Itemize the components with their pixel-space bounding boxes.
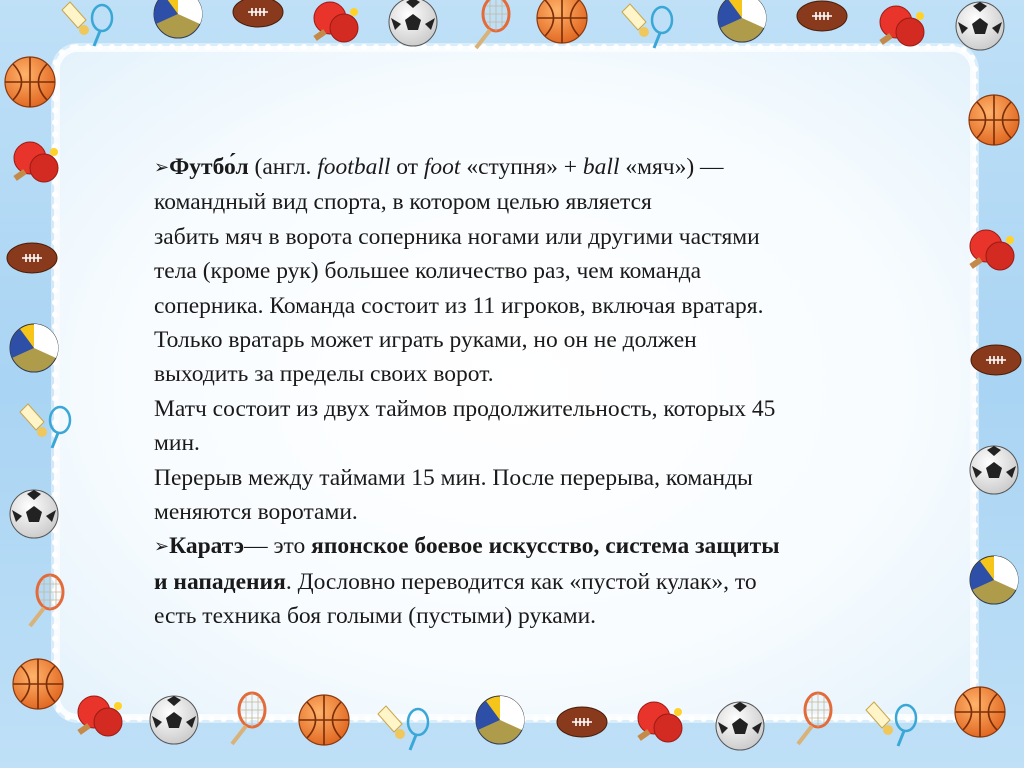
ball-translation: «мяч») — bbox=[619, 154, 724, 180]
foot-translation: «ступня» + bbox=[460, 154, 583, 180]
paragraph-karate-line1 bbox=[154, 529, 934, 564]
karate-term: Каратэ bbox=[169, 533, 245, 560]
paragraph-karate-line2 bbox=[154, 565, 934, 599]
text-line: есть техника боя голыми (пустыми) руками. bbox=[154, 603, 597, 630]
football-term: Футбо́л bbox=[169, 154, 249, 180]
karate-dash: — это bbox=[244, 533, 312, 560]
football-lang: (англ. bbox=[248, 154, 318, 180]
karate-translation: . Дословно переводится как «пустой кулак», то bbox=[285, 568, 757, 595]
text-line: командный вид спорта, в котором целью является bbox=[154, 189, 652, 216]
karate-definition-end: и нападения bbox=[154, 568, 286, 595]
bullet-arrow-icon: ➢ bbox=[154, 536, 170, 558]
from-word: от bbox=[390, 154, 424, 180]
text-line: соперника. Команда состоит из 11 игроков, включая вратаря. bbox=[154, 292, 764, 319]
text-line: выходить за пределы своих ворот. bbox=[154, 361, 494, 388]
football-word: football bbox=[317, 154, 391, 180]
slide-text bbox=[154, 150, 934, 634]
text-line: мин. bbox=[154, 430, 200, 457]
text-line: тела (кроме рук) большее количество раз, чем команда bbox=[154, 258, 702, 285]
paragraph-football-line1 bbox=[154, 150, 934, 185]
ball-word: ball bbox=[582, 154, 620, 180]
bullet-arrow-icon: ➢ bbox=[154, 157, 170, 178]
karate-definition: японское боевое искусство, система защиты bbox=[311, 533, 780, 560]
text-line: Перерыв между таймами 15 мин. После перерыва, команды bbox=[154, 464, 753, 491]
text-line: Матч состоит из двух таймов продолжительность, которых 45 bbox=[154, 395, 776, 422]
text-line: забить мяч в ворота соперника ногами или другими частями bbox=[154, 223, 760, 250]
text-line: Только вратарь может играть руками, но он не должен bbox=[154, 327, 697, 354]
text-line: меняются воротами. bbox=[154, 499, 358, 526]
foot-word: foot bbox=[423, 154, 461, 180]
